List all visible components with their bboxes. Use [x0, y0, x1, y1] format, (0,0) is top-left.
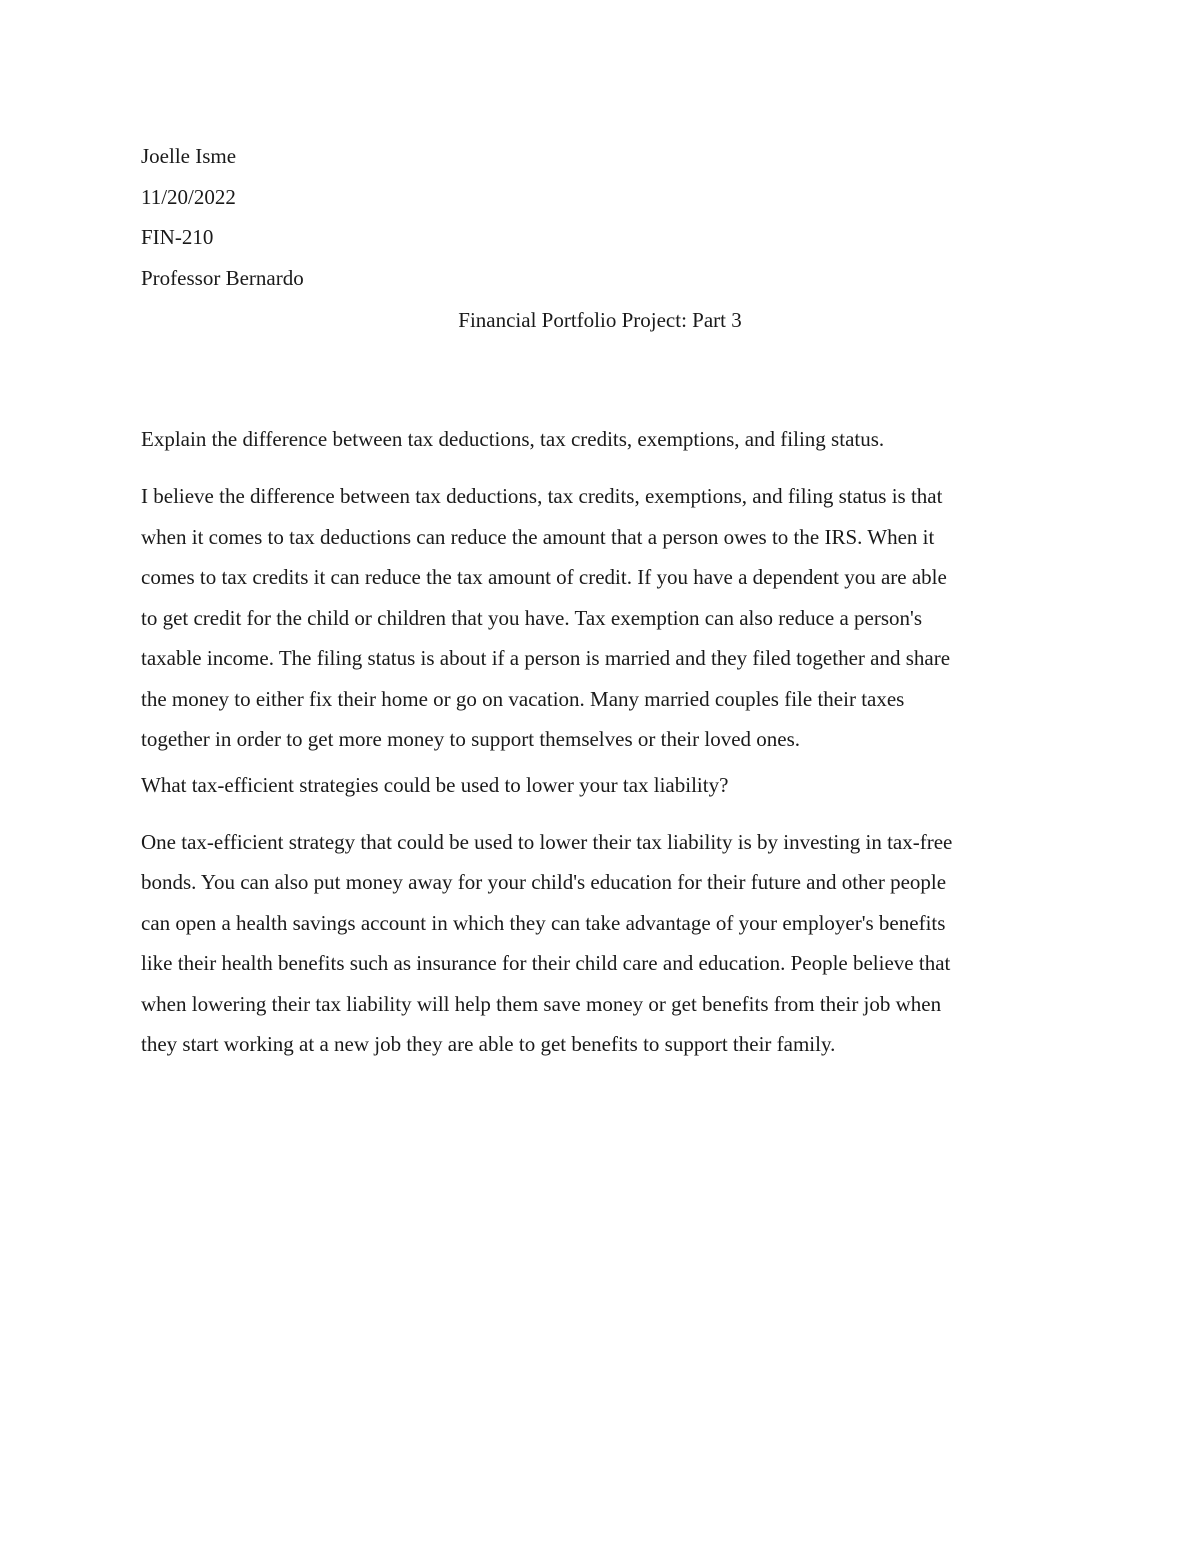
- submission-date: 11/20/2022: [141, 184, 236, 209]
- answer-2-line: bonds. You can also put money away for your child's education for their future and other people: [141, 870, 947, 894]
- document-body: [141, 424, 1056, 1075]
- answer-1-line: to get credit for the child or children that you have. Tax exemption can also reduce a person's: [141, 605, 922, 630]
- answer-2-line: like their health benefits such as insurance for their child care and education. People believe that: [141, 951, 951, 975]
- answer-2-line: One tax-efficient strategy that could be used to lower their tax liability is by investing in tax-free: [141, 829, 953, 854]
- professor-name: Professor Bernardo: [141, 265, 304, 290]
- answer-1: [141, 476, 1056, 760]
- course-code: FIN-210: [141, 225, 214, 249]
- question-2: What tax-efficient strategies could be used to lower your tax liability?: [141, 772, 729, 797]
- question-1: Explain the difference between tax deductions, tax credits, exemptions, and filing status.: [141, 427, 885, 451]
- document-title: Financial Portfolio Project: Part 3: [458, 308, 742, 332]
- answer-1-line: the money to either fix their home or go on vacation. Many married couples file their taxes: [141, 686, 905, 711]
- header-block: [141, 141, 304, 303]
- answer-1-line: when it comes to tax deductions can reduce the amount that a person owes to the IRS. When it: [141, 524, 935, 549]
- answer-1-line: taxable income. The filing status is about if a person is married and they filed together and share: [141, 646, 951, 670]
- answer-1-line: together in order to get more money to support themselves or their loved ones.: [141, 727, 801, 751]
- answer-2-line: when lowering their tax liability will help them save money or get benefits from their job when: [141, 991, 942, 1016]
- author-name: Joelle Isme: [141, 144, 237, 168]
- answer-2: [141, 822, 1056, 1065]
- answer-1-line: I believe the difference between tax deductions, tax credits, exemptions, and filing status is that: [141, 484, 943, 508]
- answer-2-line: can open a health savings account in which they can take advantage of your employer's benefits: [141, 910, 946, 935]
- answer-2-line: they start working at a new job they are able to get benefits to support their family.: [141, 1032, 836, 1056]
- answer-1-line: comes to tax credits it can reduce the tax amount of credit. If you have a dependent you are able: [141, 565, 947, 589]
